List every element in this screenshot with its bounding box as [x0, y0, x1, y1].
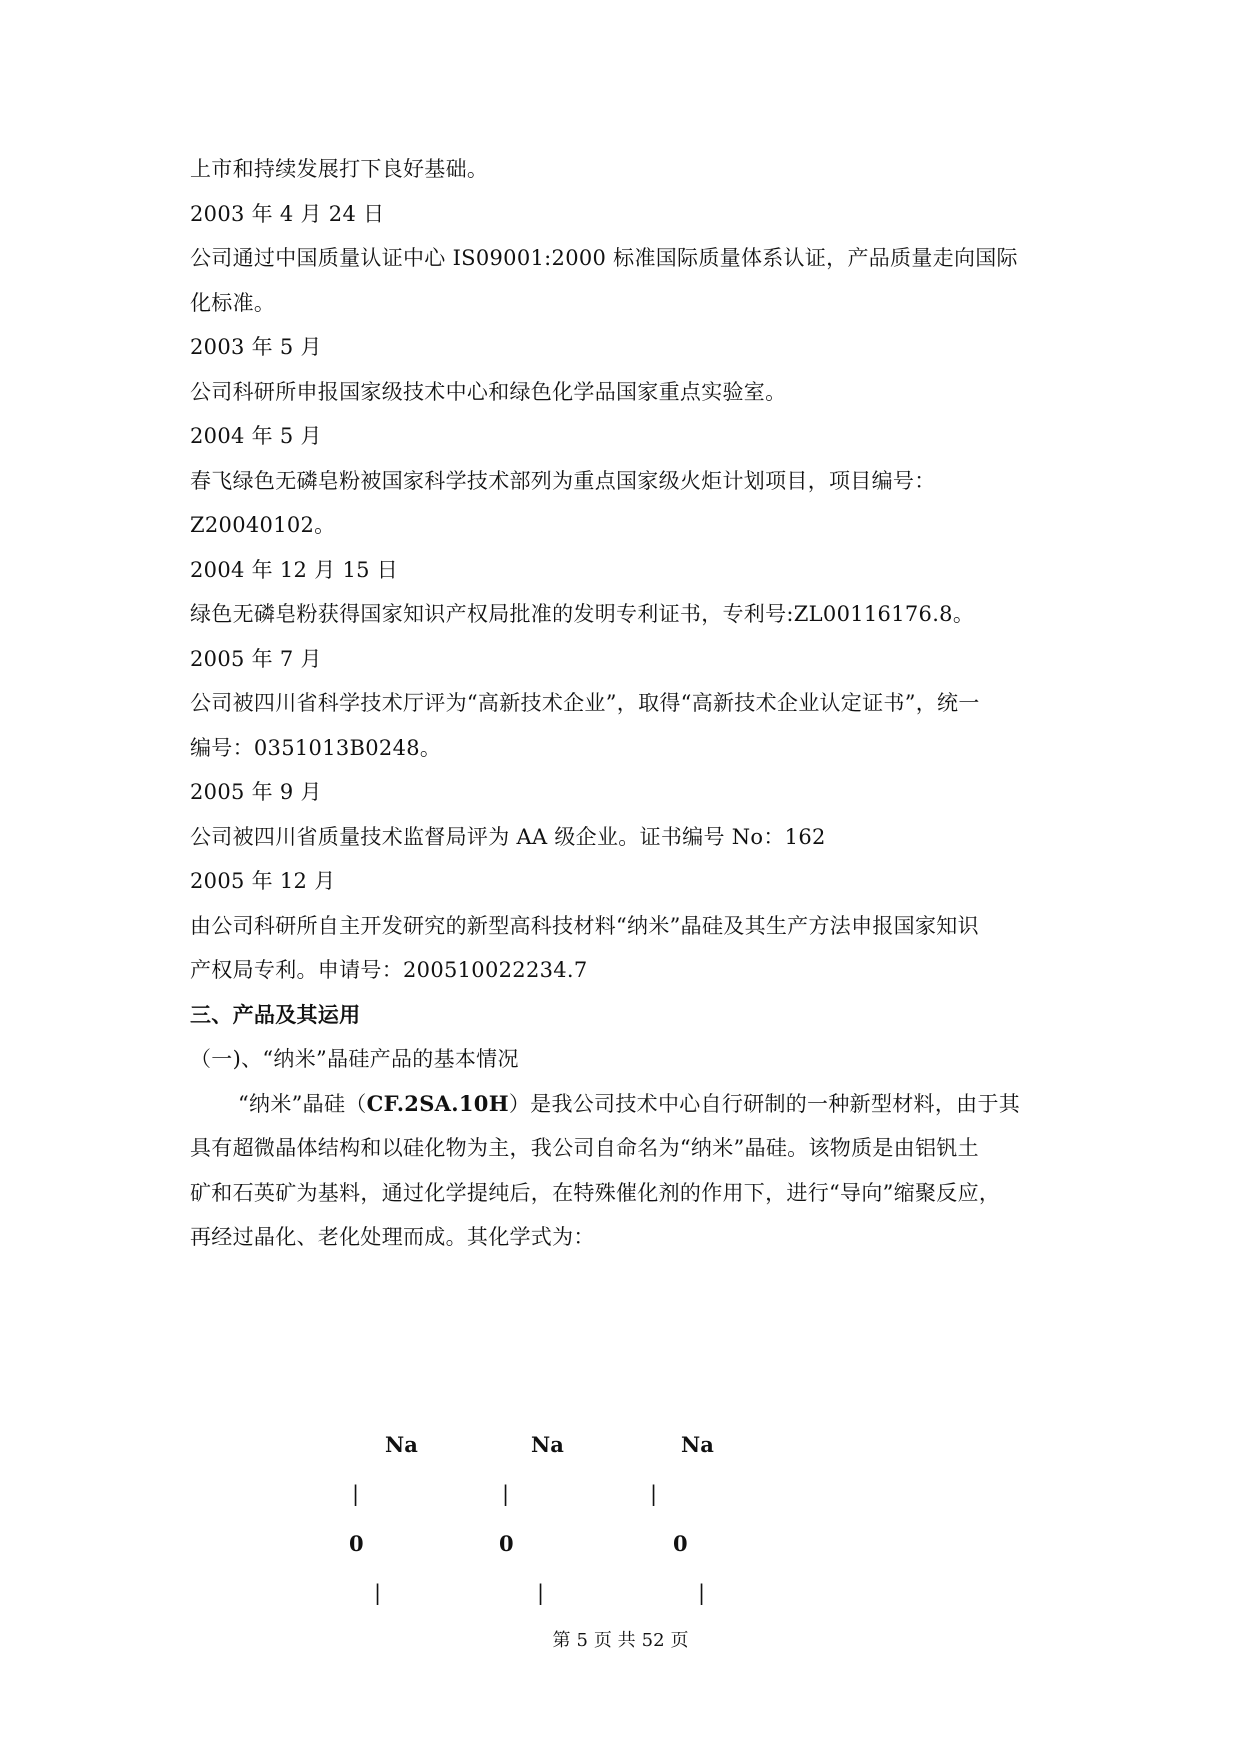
formula-bond: | [537, 1581, 545, 1605]
text-line: 绿色无磷皂粉获得国家知识产权局批准的发明专利证书，专利号:ZL00116176.8。 [190, 602, 975, 626]
date-line: 2003 年 4 月 24 日 [190, 202, 385, 226]
formula-bond: | [698, 1581, 706, 1605]
text-line: 由公司科研所自主开发研究的新型高科技材料“纳米”晶硅及其生产方法申报国家知识 [190, 914, 979, 938]
text-line: 上市和持续发展打下良好基础。 [190, 157, 489, 181]
date-line: 2003 年 5 月 [190, 335, 322, 359]
formula-bond: | [352, 1482, 360, 1506]
chemical-code: CF.2SA.10H [366, 1091, 509, 1116]
page-footer [0, 1629, 1241, 1653]
formula-oxygen: 0 [499, 1531, 514, 1556]
text-line: Z20040102。 [190, 513, 336, 537]
formula-bond: | [374, 1581, 382, 1605]
paragraph-line: 矿和石英矿为基料，通过化学提纯后，在特殊催化剂的作用下，进行“导向”缩聚反应， [190, 1181, 1001, 1205]
paragraph-text: “纳米”晶硅（ [238, 1092, 367, 1116]
paragraph-line: 具有超微晶体结构和以硅化物为主，我公司自命名为“纳米”晶硅。该物质是由铝钒土 [190, 1136, 979, 1160]
text-line: 化标准。 [190, 291, 276, 315]
page-number: 5 [576, 1630, 588, 1651]
footer-suffix: 页 [670, 1630, 689, 1651]
date-line: 2005 年 7 月 [190, 647, 322, 671]
footer-prefix: 第 [552, 1630, 571, 1651]
date-line: 2005 年 12 月 [190, 869, 336, 893]
formula-oxygen: 0 [673, 1531, 688, 1556]
date-line: 2004 年 12 月 15 日 [190, 558, 399, 582]
paragraph-line: 再经过晶化、老化处理而成。其化学式为： [190, 1225, 595, 1249]
text-line: 编号：0351013B0248。 [190, 736, 442, 760]
subsection-heading: （一)、“纳米”晶硅产品的基本情况 [190, 1047, 519, 1071]
text-line: 公司被四川省质量技术监督局评为 AA 级企业。证书编号 No：162 [190, 825, 826, 849]
date-line: 2004 年 5 月 [190, 424, 322, 448]
formula-na: Na [531, 1432, 564, 1457]
text-line: 产权局专利。申请号：200510022234.7 [190, 958, 588, 982]
total-pages: 52 [641, 1630, 665, 1651]
footer-mid: 页 共 [593, 1630, 636, 1651]
formula-bond: | [650, 1482, 658, 1506]
formula-oxygen: 0 [349, 1531, 364, 1556]
formula-na: Na [385, 1432, 418, 1457]
text-line: 春飞绿色无磷皂粉被国家科学技术部列为重点国家级火炬计划项目，项目编号： [190, 469, 936, 493]
paragraph-text: ）是我公司技术中心自行研制的一种新型材料，由于其 [508, 1092, 1021, 1116]
paragraph-line [238, 1089, 1020, 1119]
section-heading: 三、产品及其运用 [190, 1002, 361, 1027]
text-line: 公司科研所申报国家级技术中心和绿色化学品国家重点实验室。 [190, 380, 787, 404]
text-line: 公司被四川省科学技术厅评为“高新技术企业”，取得“高新技术企业认定证书”，统一 [190, 691, 980, 715]
date-line: 2005 年 9 月 [190, 780, 322, 804]
formula-na: Na [681, 1432, 714, 1457]
formula-bond: | [502, 1482, 510, 1506]
text-line: 公司通过中国质量认证中心 IS09001:2000 标准国际质量体系认证，产品质量走向国际 [190, 246, 1018, 270]
